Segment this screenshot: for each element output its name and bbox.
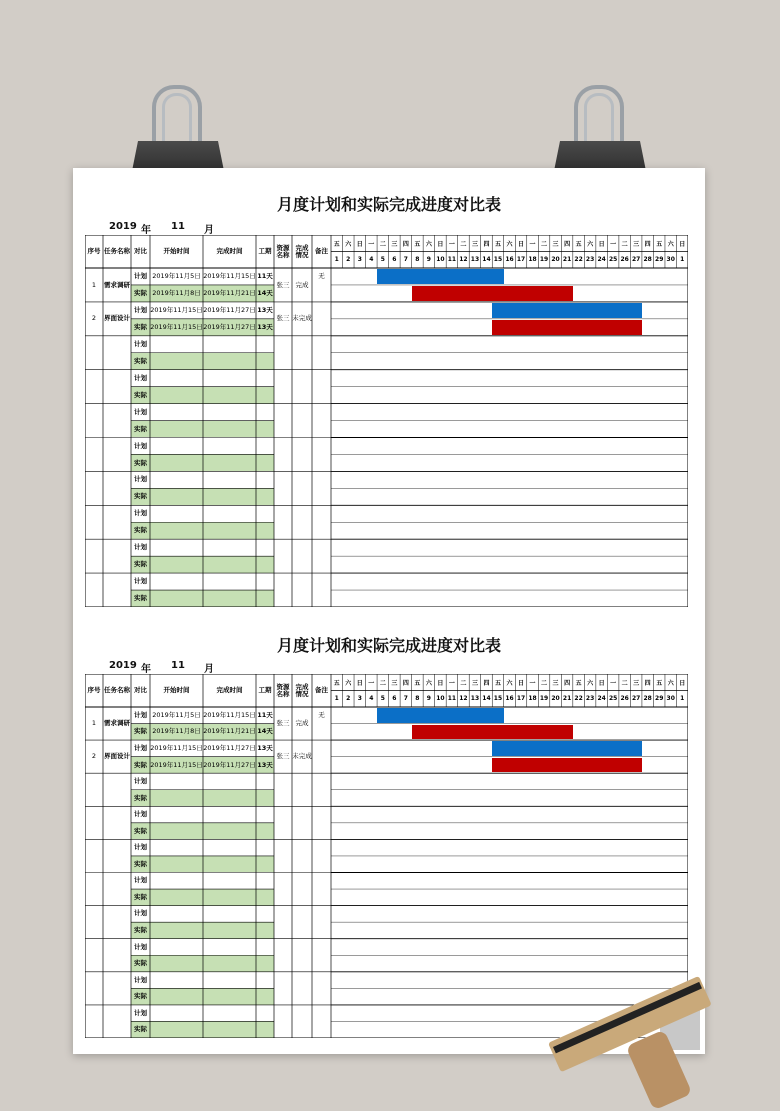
task-seq: 2: [91, 752, 97, 761]
day-number: 7: [403, 256, 408, 264]
weekday-label: 一: [368, 240, 375, 248]
task-plan-start: 2019年11月15日: [150, 743, 203, 752]
plan-label: 计划: [134, 543, 147, 552]
header-resource: 资源 名称: [276, 243, 290, 259]
weekday-label: 六: [667, 240, 674, 248]
task-name: 需求调研: [104, 719, 130, 728]
weekday-label: 六: [345, 679, 352, 687]
day-number: 17: [516, 256, 526, 264]
task-actual-finish: 2019年11月21日: [203, 727, 256, 736]
weekday-label: 二: [379, 679, 386, 687]
day-number: 21: [562, 695, 572, 703]
actual-label: 实际: [134, 1025, 147, 1034]
task-seq: 2: [91, 314, 97, 323]
weekday-label: 三: [391, 240, 398, 248]
day-number: 20: [551, 695, 560, 703]
day-number: 2: [346, 695, 351, 703]
task-plan-duration: 11天: [257, 710, 273, 719]
weekday-label: 日: [679, 240, 686, 248]
task-plan-finish: 2019年11月15日: [203, 710, 256, 719]
day-number: 14: [482, 256, 491, 264]
day-number: 23: [585, 256, 595, 264]
day-number: 15: [493, 695, 503, 703]
task-plan-start: 2019年11月5日: [152, 272, 201, 281]
header-start: 开始时间: [163, 686, 190, 695]
weekday-label: 三: [552, 679, 559, 687]
day-number: 5: [380, 695, 385, 703]
header-note: 备注: [315, 686, 328, 695]
task-actual-duration: 13天: [257, 760, 273, 769]
day-number: 18: [528, 256, 537, 264]
day-number: 1: [680, 256, 685, 264]
year-label-2: 年: [141, 664, 151, 675]
weekday-label: 五: [414, 679, 421, 687]
task-name: 界面设计: [104, 752, 130, 761]
gantt-actual-bar: [492, 320, 642, 335]
weekday-label: 三: [552, 240, 559, 248]
month-value: 11: [171, 221, 185, 232]
weekday-label: 五: [333, 679, 340, 687]
plan-label: 计划: [134, 743, 147, 752]
weekday-label: 四: [644, 679, 651, 687]
task-note: [312, 302, 331, 319]
weekday-label: 五: [333, 240, 340, 248]
day-number: 27: [631, 256, 641, 264]
plan-label: 计划: [134, 975, 147, 984]
weekday-label: 日: [356, 240, 363, 248]
day-number: 24: [597, 256, 606, 264]
paper-sheet: [73, 168, 705, 1054]
day-number: 19: [539, 695, 549, 703]
day-number: 25: [608, 695, 618, 703]
task-actual-start: 2019年11月8日: [152, 289, 201, 297]
weekday-label: 四: [402, 240, 409, 248]
task-plan-finish: 2019年11月27日: [203, 305, 256, 314]
task-actual-duration: 14天: [257, 727, 273, 736]
task-name: 需求调研: [104, 280, 130, 289]
weekday-label: 六: [667, 679, 674, 687]
day-number: 20: [551, 256, 560, 264]
plan-label: 计划: [134, 272, 147, 281]
weekday-label: 四: [564, 679, 571, 687]
weekday-label: 五: [414, 240, 421, 248]
day-number: 21: [562, 256, 572, 264]
day-number: 29: [655, 256, 664, 264]
day-number: 5: [380, 256, 385, 264]
rubber-stamp: [548, 985, 718, 1102]
weekday-label: 一: [448, 679, 455, 687]
weekday-label: 一: [610, 679, 617, 687]
task-note: [312, 740, 331, 757]
plan-label: 计划: [134, 441, 147, 450]
weekday-label: 三: [471, 240, 478, 248]
day-number: 12: [459, 695, 468, 703]
plan-label: 计划: [134, 577, 147, 586]
weekday-label: 二: [460, 240, 467, 248]
day-number: 29: [655, 695, 664, 703]
header-duration: 工期: [258, 247, 272, 256]
task-seq: 1: [91, 280, 97, 289]
day-number: 26: [620, 256, 629, 264]
actual-label: 实际: [134, 492, 147, 501]
task-plan-duration: 11天: [257, 272, 273, 281]
weekday-label: 六: [425, 240, 432, 248]
day-number: 9: [426, 695, 431, 703]
day-number: 12: [459, 256, 468, 264]
page-title-2: 月度计划和实际完成进度对比表: [276, 636, 501, 655]
actual-label: 实际: [134, 594, 147, 603]
day-number: 19: [539, 256, 549, 264]
task-resource: 张三: [276, 719, 290, 728]
weekday-label: 日: [437, 679, 444, 687]
year-value: 2019: [109, 221, 137, 232]
day-number: 7: [403, 695, 408, 703]
weekday-label: 日: [598, 679, 605, 687]
weekday-label: 二: [379, 240, 386, 248]
weekday-label: 日: [356, 679, 363, 687]
task-plan-duration: 13天: [257, 305, 273, 314]
header-resource: 资源 名称: [276, 682, 290, 698]
day-number: 8: [415, 256, 420, 264]
task-status: 未完成: [292, 752, 312, 761]
weekday-label: 三: [391, 679, 398, 687]
actual-label: 实际: [134, 424, 147, 433]
header-seq: 序号: [87, 247, 101, 256]
weekday-label: 四: [644, 240, 651, 248]
day-number: 17: [516, 695, 526, 703]
gantt-plan-bar: [377, 708, 504, 723]
day-number: 3: [357, 256, 362, 264]
plan-label: 计划: [134, 509, 147, 518]
month-label-2: 月: [204, 664, 214, 675]
task-resource: 张三: [276, 314, 290, 323]
weekday-label: 二: [621, 679, 628, 687]
task-status: 完成: [295, 280, 309, 289]
actual-label: 实际: [134, 458, 147, 467]
gantt-actual-bar: [492, 758, 642, 773]
weekday-label: 一: [529, 679, 536, 687]
gantt-plan-bar: [492, 303, 642, 318]
day-number: 8: [415, 695, 420, 703]
day-number: 10: [436, 256, 445, 264]
weekday-label: 一: [529, 240, 536, 248]
day-number: 15: [493, 256, 503, 264]
gantt-actual-bar: [412, 286, 573, 301]
day-number: 16: [505, 695, 514, 703]
weekday-label: 日: [518, 240, 525, 248]
day-number: 13: [470, 256, 480, 264]
plan-label: 计划: [134, 843, 147, 852]
day-number: 6: [392, 256, 397, 264]
day-number: 22: [574, 695, 583, 703]
weekday-label: 六: [345, 240, 352, 248]
day-number: 3: [357, 695, 362, 703]
task-resource: 张三: [276, 280, 290, 289]
weekday-label: 六: [587, 240, 594, 248]
weekday-label: 一: [610, 240, 617, 248]
day-number: 25: [608, 256, 618, 264]
task-actual-finish: 2019年11月27日: [203, 322, 256, 331]
day-number: 6: [392, 695, 397, 703]
weekday-label: 五: [656, 679, 663, 687]
weekday-label: 四: [402, 679, 409, 687]
day-number: 26: [620, 695, 629, 703]
task-status: 未完成: [292, 314, 312, 323]
task-actual-duration: 14天: [257, 289, 273, 297]
task-note: 无: [318, 710, 325, 719]
header-note: 备注: [315, 247, 328, 256]
header-duration: 工期: [258, 686, 272, 695]
weekday-label: 四: [483, 240, 490, 248]
actual-label: 实际: [134, 727, 147, 736]
header-status: 完成 情况: [295, 243, 309, 259]
day-number: 14: [482, 695, 491, 703]
page-title: 月度计划和实际完成进度对比表: [276, 195, 501, 214]
weekday-label: 一: [368, 679, 375, 687]
plan-label: 计划: [134, 373, 147, 382]
task-actual-finish: 2019年11月21日: [203, 289, 256, 297]
actual-label: 实际: [134, 560, 147, 569]
weekday-label: 日: [518, 679, 525, 687]
plan-label: 计划: [134, 305, 147, 314]
task-resource: 张三: [276, 752, 290, 761]
gantt-table-1: [85, 235, 688, 607]
month-value-2: 11: [171, 660, 185, 671]
day-number: 2: [346, 256, 351, 264]
header-task: 任务名称: [104, 686, 130, 695]
day-number: 22: [574, 256, 583, 264]
task-actual-start: 2019年11月15日: [150, 760, 203, 769]
header-finish: 完成时间: [216, 686, 243, 695]
day-number: 11: [447, 256, 457, 264]
task-name: 界面设计: [104, 314, 130, 323]
day-number: 16: [505, 256, 514, 264]
day-number: 4: [369, 695, 374, 703]
gantt-actual-bar: [412, 725, 573, 740]
weekday-label: 六: [587, 679, 594, 687]
task-actual-duration: 13天: [257, 322, 273, 331]
plan-label: 计划: [134, 407, 147, 416]
weekday-label: 日: [598, 240, 605, 248]
weekday-label: 二: [541, 679, 548, 687]
plan-label: 计划: [134, 777, 147, 786]
plan-label: 计划: [134, 710, 147, 719]
task-actual-start: 2019年11月8日: [152, 727, 201, 736]
plan-label: 计划: [134, 810, 147, 819]
actual-label: 实际: [134, 322, 147, 331]
weekday-label: 五: [575, 679, 582, 687]
year-label: 年: [141, 225, 151, 236]
task-plan-start: 2019年11月15日: [150, 305, 203, 314]
weekday-label: 二: [621, 240, 628, 248]
header-seq: 序号: [87, 686, 101, 695]
task-status: 完成: [295, 719, 309, 728]
day-number: 11: [447, 695, 457, 703]
day-number: 27: [631, 695, 641, 703]
day-number: 10: [436, 695, 445, 703]
weekday-label: 四: [483, 679, 490, 687]
actual-label: 实际: [134, 926, 147, 934]
gantt-plan-bar: [377, 269, 504, 284]
weekday-label: 三: [633, 240, 640, 248]
actual-label: 实际: [134, 390, 147, 399]
day-number: 28: [643, 695, 652, 703]
header-start: 开始时间: [163, 247, 190, 256]
day-number: 30: [666, 256, 675, 264]
task-plan-finish: 2019年11月27日: [203, 743, 256, 752]
weekday-label: 四: [564, 240, 571, 248]
task-plan-finish: 2019年11月15日: [203, 272, 256, 281]
day-number: 1: [680, 695, 685, 703]
day-number: 18: [528, 695, 537, 703]
actual-label: 实际: [134, 793, 147, 802]
day-number: 24: [597, 695, 606, 703]
gantt-table-2: [85, 674, 688, 1038]
task-plan-duration: 13天: [257, 743, 273, 752]
weekday-label: 五: [656, 240, 663, 248]
day-number: 9: [426, 256, 431, 264]
weekday-label: 五: [494, 679, 501, 687]
plan-label: 计划: [134, 909, 147, 918]
day-number: 28: [643, 256, 652, 264]
header-task: 任务名称: [104, 247, 130, 256]
year-value-2: 2019: [109, 660, 137, 671]
weekday-label: 三: [633, 679, 640, 687]
actual-label: 实际: [134, 892, 147, 901]
header-finish: 完成时间: [216, 247, 243, 256]
actual-label: 实际: [134, 959, 147, 968]
actual-label: 实际: [134, 859, 147, 868]
header-compare: 对比: [134, 686, 147, 695]
weekday-label: 五: [494, 240, 501, 248]
actual-label: 实际: [134, 356, 147, 365]
weekday-label: 日: [437, 240, 444, 248]
day-number: 4: [369, 256, 374, 264]
plan-label: 计划: [134, 942, 147, 951]
weekday-label: 六: [425, 679, 432, 687]
weekday-label: 五: [575, 240, 582, 248]
task-actual-start: 2019年11月15日: [150, 322, 203, 331]
weekday-label: 日: [679, 679, 686, 687]
day-number: 30: [666, 695, 675, 703]
day-number: 1: [334, 256, 339, 264]
plan-label: 计划: [134, 1008, 147, 1017]
task-note: 无: [318, 272, 325, 281]
plan-label: 计划: [134, 339, 147, 348]
day-number: 13: [470, 695, 480, 703]
task-seq: 1: [91, 719, 97, 728]
day-number: 1: [334, 695, 339, 703]
weekday-label: 六: [506, 679, 513, 687]
actual-label: 实际: [134, 289, 147, 297]
weekday-label: 六: [506, 240, 513, 248]
gantt-plan-bar: [492, 741, 642, 756]
plan-label: 计划: [134, 876, 147, 885]
weekday-label: 一: [448, 240, 455, 248]
plan-label: 计划: [134, 475, 147, 484]
task-actual-finish: 2019年11月27日: [203, 760, 256, 769]
day-number: 23: [585, 695, 595, 703]
task-plan-start: 2019年11月5日: [152, 710, 201, 719]
month-label: 月: [204, 225, 214, 236]
actual-label: 实际: [134, 992, 147, 1001]
weekday-label: 二: [541, 240, 548, 248]
actual-label: 实际: [134, 526, 147, 535]
weekday-label: 二: [460, 679, 467, 687]
actual-label: 实际: [134, 760, 147, 769]
weekday-label: 三: [471, 679, 478, 687]
header-compare: 对比: [134, 247, 147, 256]
actual-label: 实际: [134, 826, 147, 835]
header-status: 完成 情况: [295, 682, 309, 698]
